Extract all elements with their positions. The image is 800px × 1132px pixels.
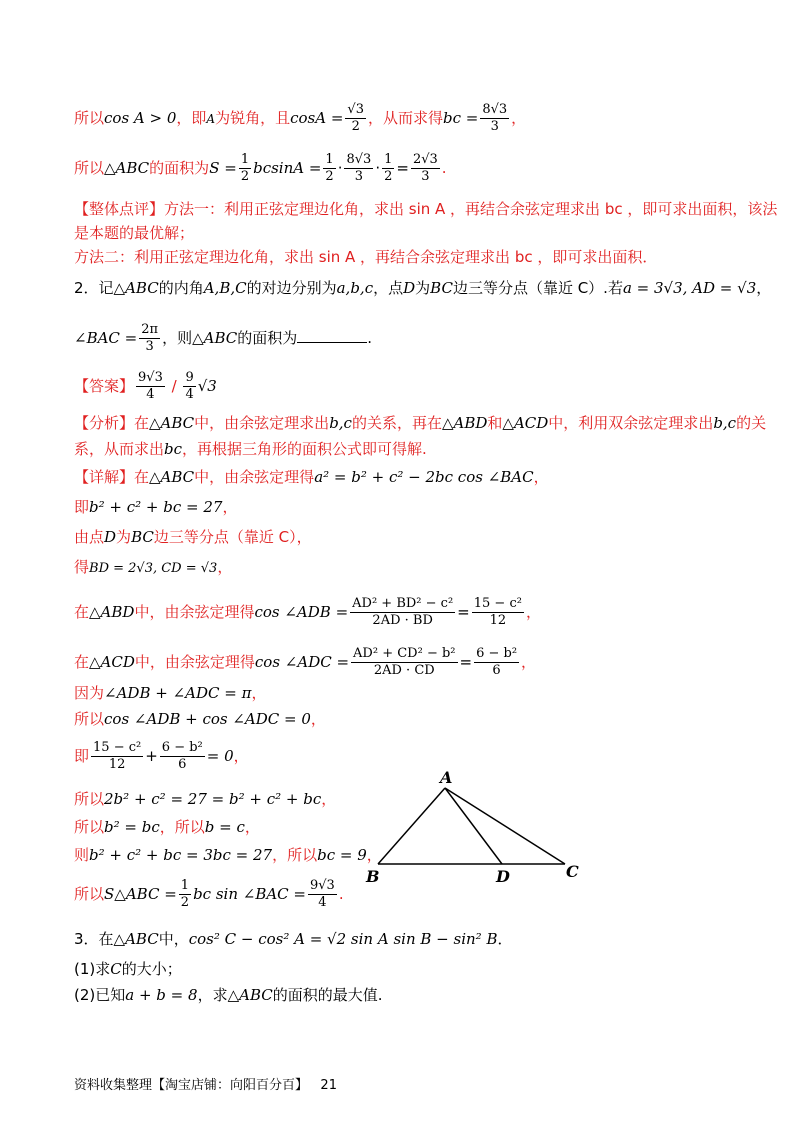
fraction: $\frac{\text{15 − c²}}{12}$ [93,740,142,772]
question-2 [74,277,771,299]
math: BC [430,279,453,297]
page-footer [74,1074,337,1093]
text: ， [321,790,337,808]
math: BD = 2√3, CD = √3 [89,561,218,576]
math: · [375,159,381,177]
text-line [74,526,312,548]
math: 2b² + c² = 27 = b² + c² + bc [104,790,322,808]
math: cos ∠ADB + cos ∠ADC = 0 [104,710,311,728]
math: a,b,c [336,279,374,297]
text: 【详解】在 [74,468,150,486]
fraction: $\frac{8√3}{3}$ [482,102,508,134]
text-line [74,152,447,185]
text: ，点 [373,279,404,297]
footer-text: 资料收集整理【淘宝店铺：向阳百分百】 [74,1078,309,1093]
text-line [74,816,260,838]
text: 系，从而求出 [74,440,165,458]
answer-line [74,370,217,403]
text: 的关系，再在 [351,414,442,432]
math: a + b = 8 [125,986,198,1004]
math: b² = bc [104,818,160,836]
text: ，所以 [272,846,318,864]
math: a² = b² + c² − 2bc cos ∠BAC [314,468,534,486]
text: 为 [415,279,431,297]
math: A [206,112,216,126]
text: 在 [74,603,90,621]
text: 边三等分点（靠近 C）， [153,528,312,546]
text: ，求 [197,986,228,1004]
side-ac [445,788,565,864]
text: ，再根据三角形的面积公式即可得解. [182,440,427,458]
text: 的内角 [158,279,204,297]
math: D [403,279,416,297]
fraction: $\frac{1}{2}$ [180,878,190,910]
math: = [459,653,473,671]
text: 中， [158,930,189,948]
math: △ACD [502,414,549,432]
text: 中，利用双余弦定理求出 [548,414,714,432]
text: 3．在 [74,930,114,948]
text: 的面积为 [237,329,298,347]
text: 即 [74,747,90,765]
math: cos A > 0 [104,109,177,127]
question-3 [74,928,512,950]
text: 得 [74,558,90,576]
math: b² + c² + bc = 27 [89,498,223,516]
fraction: $\frac{2√3}{3}$ [412,152,438,184]
text: 为锐角，且 [215,109,291,127]
text: ， [366,846,382,864]
text: 中，由余弦定理求出 [194,414,330,432]
text: 则 [74,846,90,864]
vertex-label-b: B [366,867,380,886]
math: cos ∠ADB = [254,603,349,621]
text-line [74,788,336,810]
math: △ABC [192,329,238,347]
math: BC [131,528,154,546]
text: 的面积的最大值. [272,986,383,1004]
text: ， [521,653,537,671]
math: cos ∠ADC = [254,653,350,671]
text: . [441,159,447,177]
math: S = [209,159,237,177]
text: 所以 [74,109,105,127]
text: . [338,885,344,903]
text: ． [497,930,513,948]
fraction: $\frac{9√3}{4}$ [138,370,163,402]
text: 由点 [74,528,105,546]
text: ， [244,818,260,836]
side-ab [378,788,445,864]
fraction: $\frac{9}{4}$ [185,370,194,402]
text: ， [525,603,541,621]
text-line [74,556,232,580]
math: √3 [197,377,217,395]
math: △ABD [441,414,488,432]
math: ∠ADB + ∠ADC = π [104,684,252,702]
triangle-figure [350,765,590,890]
text-line [74,682,266,704]
text: 所以 [74,885,105,903]
math: bc = 9 [317,846,367,864]
math: a = 3√3, AD = √3 [622,279,757,297]
text: 的关 [736,414,767,432]
segment-ad [445,788,502,864]
fraction: $\frac{1}{2}$ [384,152,393,184]
math: cos² C − cos² A = √2 sin A sin B − sin² B [188,930,498,948]
text: ， [233,747,249,765]
vertex-label-a: A [440,768,453,787]
math: bcsinA = [253,159,322,177]
math: △ABC [149,468,195,486]
math: △ABC [104,159,150,177]
text-line [74,322,372,355]
math: = 0 [206,747,234,765]
math: = [396,159,409,177]
text: 所以 [74,159,105,177]
text: ， [756,279,772,297]
vertex-label-c: C [566,862,579,881]
text: ，所以 [159,818,205,836]
text: 【答案】 [74,377,135,395]
text: 2．记 [74,279,114,297]
text: 的对边分别为 [246,279,337,297]
math: △ABC [227,986,273,1004]
text: 所以 [74,790,105,808]
question-3-part-1 [74,958,182,980]
text-line [74,844,382,866]
fraction: $\frac{\text{AD² + BD² − c²}}{2AD \cdot BD}$ [352,596,454,628]
text-line [74,708,326,730]
text-line [74,412,766,434]
text-line [74,466,549,488]
text: 中，由余弦定理得 [134,603,255,621]
text: 中，由余弦定理得 [134,653,255,671]
math: △ABC [149,414,195,432]
text: / [166,377,182,395]
text: 在 [74,653,90,671]
text: ， [222,498,238,516]
text: (2)已知 [74,986,126,1004]
text: 所以 [74,710,105,728]
answer-blank [297,328,367,343]
fraction: $\frac{√3}{2}$ [347,102,364,134]
fraction: $\frac{\text{6 − b²}}{6}$ [476,646,518,678]
text-line: 是本题的最优解； [74,224,195,242]
page-number: 21 [320,1078,337,1093]
text: 和 [487,414,503,432]
text: ，从而求得 [367,109,443,127]
text: . [367,329,373,347]
point-label-d: D [496,867,510,886]
text: 因为 [74,684,105,702]
text: 的大小； [121,960,182,978]
fraction: $\frac{\text{AD² + CD² − b²}}{2AD \cdot CD}$ [353,646,456,678]
text-line [74,596,541,629]
fraction: $\frac{2\pi}{3}$ [141,322,159,354]
text-line [74,740,249,773]
math: △ABD [89,603,135,621]
text: (1)求 [74,960,111,978]
text-line [74,438,427,460]
math: C [110,960,122,978]
fraction: $\frac{\text{15 − c²}}{12}$ [473,596,522,628]
math: bc sin ∠BAC = [193,885,306,903]
text-line: 方法二：利用正弦定理边化角，求出 sin A ，再结合余弦定理求出 bc ，即可求出面积． [74,248,658,266]
text: 为 [116,528,132,546]
math: bc [164,440,183,458]
math: bc = [443,109,479,127]
math: D [104,528,117,546]
text-line [74,496,237,518]
math: A,B,C [203,279,247,297]
math: = [457,603,470,621]
math: + [145,747,158,765]
fraction: $\frac{1}{2}$ [240,152,250,184]
fraction: $\frac{1}{2}$ [325,152,334,184]
math: cosA = [290,109,344,127]
text: ， [251,684,267,702]
math: b,c [329,414,352,432]
text: ， [310,710,326,728]
math: S△ABC = [104,885,177,903]
text-line [74,102,526,135]
fraction: $\frac{9√3}{4}$ [310,878,335,910]
fraction: $\frac{8√3}{3}$ [346,152,372,184]
text: ， [511,109,527,127]
math: △ABC [113,930,159,948]
math: △ACD [89,653,135,671]
text: 边三等分点（靠近 C）.若 [452,279,623,297]
text: ， [217,558,233,576]
math: b = c [204,818,245,836]
math: ∠BAC = [74,329,138,347]
text: ， [533,468,549,486]
math: b² + c² + bc = 3bc = 27 [89,846,273,864]
text: 【分析】在 [74,414,150,432]
text: ，即 [176,109,207,127]
text: 所以 [74,818,105,836]
text: 的面积为 [149,159,210,177]
text-line [74,646,536,679]
fraction: $\frac{\text{6 − b²}}{6}$ [161,740,203,772]
text: 即 [74,498,90,516]
math: · [337,159,343,177]
math: △ABC [113,279,159,297]
text: 中，由余弦定理得 [194,468,315,486]
text: ，则 [162,329,193,347]
question-3-part-2 [74,984,383,1006]
math: b,c [713,414,737,432]
text-line: 【整体点评】方法一：利用正弦定理边化角，求出 sin A ，再结合余弦定理求出 bc ，即可求出面积，该法 [74,200,778,218]
text-line [74,878,344,911]
